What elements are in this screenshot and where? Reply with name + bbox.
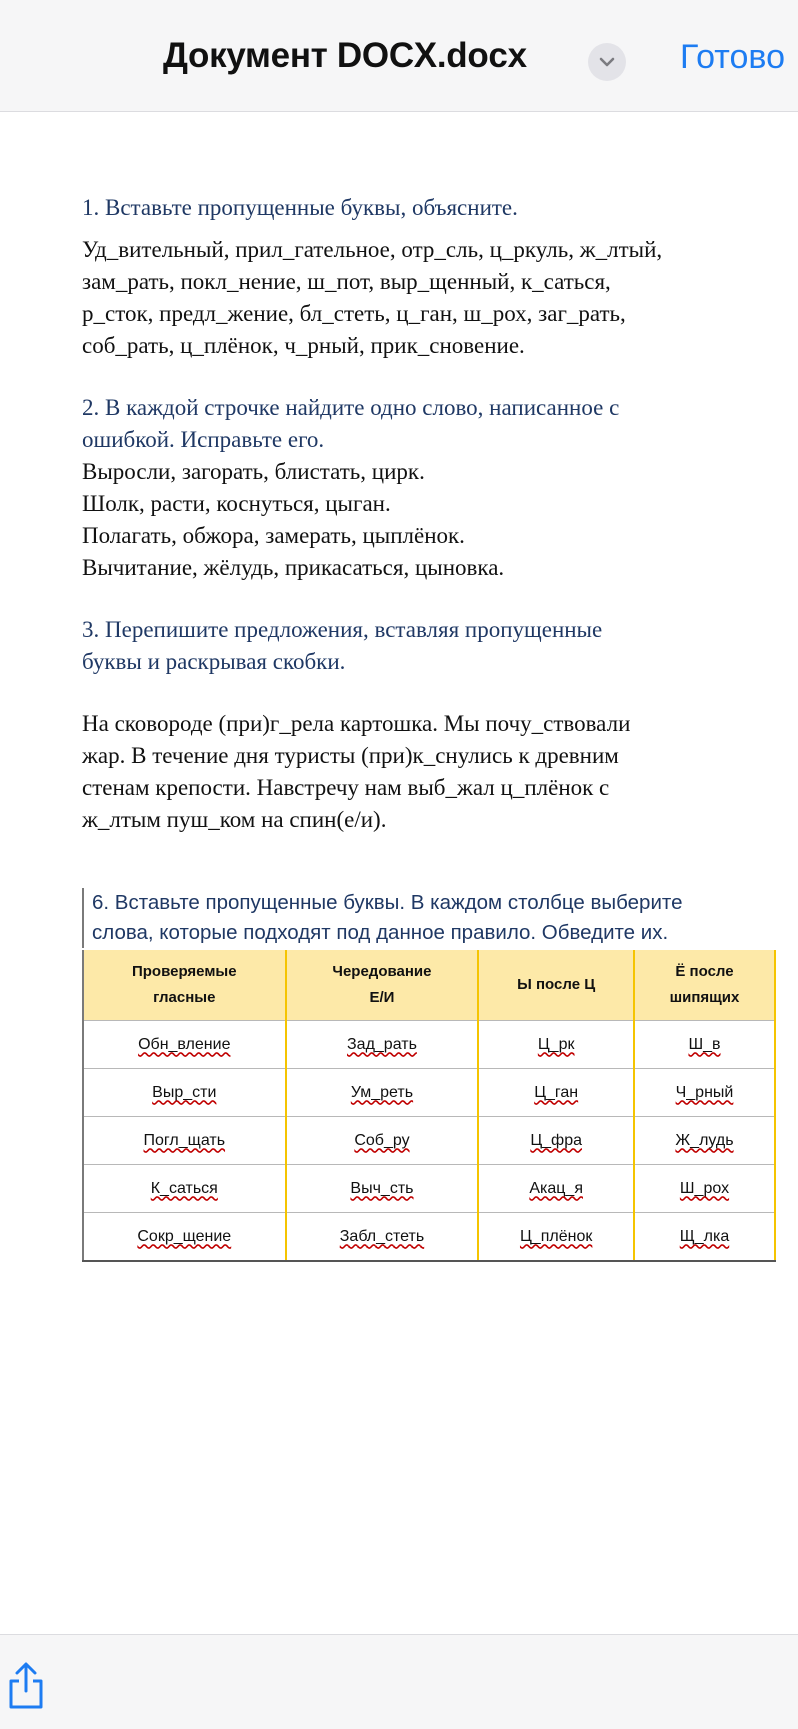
table-row bbox=[83, 1117, 775, 1165]
table-cell bbox=[634, 1069, 775, 1117]
word: Ц_фра bbox=[530, 1131, 583, 1149]
q2-line: Полагать, обжора, замерать, цыплёнок. bbox=[82, 523, 465, 548]
done-button[interactable]: Готово bbox=[680, 38, 785, 76]
q1-line: зам_рать, покл_нение, ш_пот, выр_щенный, к_саться, bbox=[82, 269, 611, 294]
top-toolbar bbox=[0, 0, 798, 112]
table-header-row bbox=[83, 950, 775, 1021]
table-cell bbox=[634, 1213, 775, 1262]
q1-line: р_сток, предл_жение, бл_стеть, ц_ган, ш_рох, заг_рать, bbox=[82, 301, 626, 326]
word: Соб_ру bbox=[354, 1131, 410, 1149]
q3-line: жар. В течение дня туристы (при)к_снулись к древним bbox=[82, 743, 619, 768]
q1-line: соб_рать, ц_плёнок, ч_рный, прик_сновение. bbox=[82, 333, 525, 358]
word: Выч_сть bbox=[350, 1179, 414, 1197]
share-button[interactable] bbox=[6, 1661, 46, 1716]
table-cell bbox=[634, 1021, 775, 1069]
word: Ш_в bbox=[688, 1035, 721, 1053]
table-cell bbox=[286, 1213, 479, 1262]
title-menu-button[interactable] bbox=[588, 43, 626, 81]
chevron-down-icon bbox=[598, 55, 616, 69]
table-cell bbox=[83, 1165, 286, 1213]
table-cell bbox=[478, 1069, 634, 1117]
q1-line: Уд_вительный, прил_гательное, отр_сль, ц_ркуль, ж_лтый, bbox=[82, 237, 663, 262]
word: Погл_щать bbox=[143, 1131, 226, 1149]
table-cell bbox=[478, 1165, 634, 1213]
header-text: Ы после Ц bbox=[517, 976, 596, 993]
table-row bbox=[83, 1165, 775, 1213]
q2-title: 2. В каждой строчке найдите одно слово, написанное с bbox=[82, 395, 620, 420]
exercise-table bbox=[82, 950, 776, 1262]
q3-line: На сковороде (при)г_рела картошка. Мы почу_ствовали bbox=[82, 711, 631, 736]
table-row bbox=[83, 1213, 775, 1262]
header-text: Проверяемые bbox=[131, 963, 237, 980]
word: Ц_ган bbox=[534, 1083, 579, 1101]
word: Зад_рать bbox=[347, 1035, 417, 1053]
word: Ж_лудь bbox=[675, 1131, 734, 1149]
q3-line: стенам крепости. Навстречу нам выб_жал ц_плёнок с bbox=[82, 775, 610, 800]
word: К_саться bbox=[150, 1179, 218, 1197]
header-text: Е/И bbox=[369, 989, 395, 1006]
header-text: гласные bbox=[153, 989, 216, 1006]
word: Ц_рк bbox=[537, 1035, 575, 1053]
table-cell bbox=[634, 1117, 775, 1165]
q1-title: 1. Вставьте пропущенные буквы, объясните. bbox=[82, 195, 518, 220]
share-icon bbox=[6, 1661, 46, 1711]
table-cell bbox=[286, 1069, 479, 1117]
q3-title: буквы и раскрывая скобки. bbox=[82, 649, 346, 674]
header-cell bbox=[286, 950, 479, 1021]
header-text: Чередование bbox=[332, 963, 432, 980]
q3-line: ж_лтым пуш_ком на спин(е/и). bbox=[82, 807, 387, 832]
table-row bbox=[83, 1069, 775, 1117]
document-title: Документ DOCX.docx bbox=[163, 36, 527, 75]
table-cell bbox=[83, 1117, 286, 1165]
table-cell bbox=[286, 1117, 479, 1165]
header-text: Ё после bbox=[675, 963, 734, 980]
table-cell bbox=[83, 1069, 286, 1117]
word: Забл_стеть bbox=[339, 1227, 425, 1245]
q2-line: Вычитание, жёлудь, прикасаться, цыновка. bbox=[82, 555, 505, 580]
word: Обн_вление bbox=[138, 1035, 231, 1053]
word: Ч_рный bbox=[675, 1083, 734, 1101]
table-cell bbox=[478, 1117, 634, 1165]
table-cell bbox=[634, 1165, 775, 1213]
header-cell bbox=[478, 950, 634, 1021]
table-cell bbox=[83, 1213, 286, 1262]
table-cell bbox=[286, 1021, 479, 1069]
table-title-line: слова, которые подходят под данное правило. Обведите их. bbox=[92, 921, 669, 944]
table-row bbox=[83, 1021, 775, 1069]
exercise-table-block bbox=[82, 888, 776, 1262]
table-cell bbox=[478, 1021, 634, 1069]
table-cell bbox=[478, 1213, 634, 1262]
word: Ш_рох bbox=[679, 1179, 730, 1197]
document-body bbox=[82, 192, 782, 836]
q2-line: Шолк, расти, коснуться, цыган. bbox=[82, 491, 391, 516]
word: Выр_сти bbox=[152, 1083, 217, 1101]
table-title bbox=[82, 888, 776, 948]
table-title-line: 6. Вставьте пропущенные буквы. В каждом столбце выберите bbox=[92, 891, 683, 914]
header-cell bbox=[634, 950, 775, 1021]
table-cell bbox=[286, 1165, 479, 1213]
q3-title: 3. Перепишите предложения, вставляя пропущенные bbox=[82, 617, 603, 642]
q2-line: Выросли, загорать, блистать, цирк. bbox=[82, 459, 425, 484]
word: Ц_плёнок bbox=[519, 1227, 593, 1245]
word: Акац_я bbox=[529, 1179, 583, 1197]
word: Ум_реть bbox=[350, 1083, 414, 1101]
header-text: шипящих bbox=[669, 989, 740, 1006]
bottom-toolbar bbox=[0, 1634, 798, 1729]
word: Щ_лка bbox=[679, 1227, 730, 1245]
q2-title: ошибкой. Исправьте его. bbox=[82, 427, 325, 452]
word: Сокр_щение bbox=[137, 1227, 232, 1245]
table-cell bbox=[83, 1021, 286, 1069]
header-cell bbox=[83, 950, 286, 1021]
